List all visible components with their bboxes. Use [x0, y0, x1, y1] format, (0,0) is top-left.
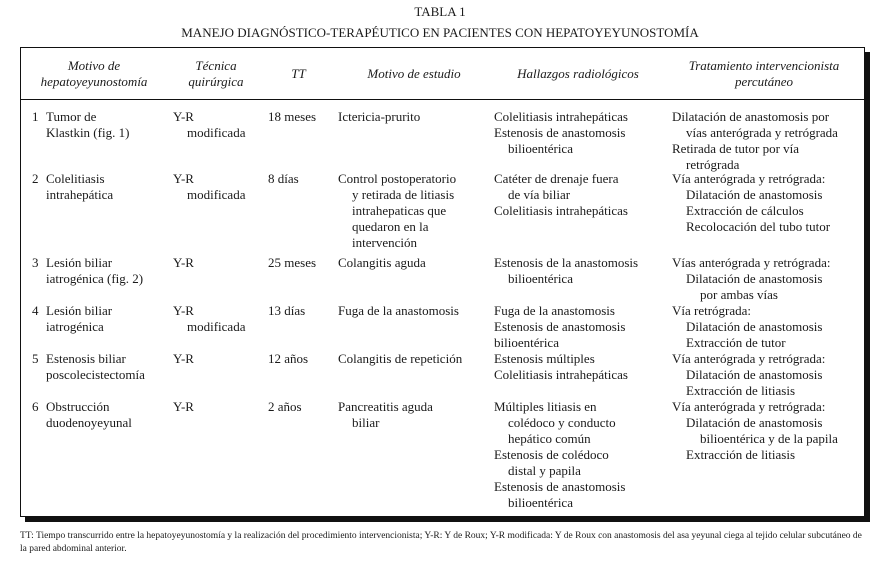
- cell-num: 1: [32, 109, 39, 124]
- cell-hallazgos: [494, 171, 628, 219]
- cell-line: Dilatación de anastomosis: [686, 319, 823, 334]
- cell-line: Obstrucción: [46, 399, 110, 414]
- cell-motivo: [46, 399, 132, 431]
- cell-line: biliar: [352, 415, 380, 430]
- cell-line: Ictericia-prurito: [338, 109, 421, 124]
- cell-tt: [268, 171, 299, 187]
- cell-line: duodenoyeyunal: [46, 415, 132, 430]
- cell-line: Estenosis biliar: [46, 351, 126, 366]
- cell-hallazgos: [494, 303, 625, 351]
- cell-line: Estenosis de anastomosis: [494, 125, 626, 140]
- cell-hallazgos: [494, 351, 628, 383]
- cell-line: 18 meses: [268, 109, 317, 124]
- cell-line: Y-R: [173, 399, 194, 414]
- cell-line: vías anterógrada y retrógrada: [686, 125, 838, 140]
- cell-line: Pancreatitis aguda: [338, 399, 433, 414]
- cell-line: Vía anterógrada y retrógrada:: [672, 171, 826, 186]
- cell-tt: [268, 303, 305, 319]
- cell-hallazgos: [494, 399, 625, 511]
- cell-line: 2 años: [268, 399, 302, 414]
- cell-tratamiento: [672, 399, 838, 463]
- cell-line: bilioentérica: [508, 141, 573, 156]
- cell-tratamiento: [672, 255, 830, 303]
- cell-line: Recolocación del tubo tutor: [686, 219, 831, 234]
- cell-line: Tumor de: [46, 109, 97, 124]
- cell-line: de vía biliar: [508, 187, 571, 202]
- header-motivo-estudio: Motivo de estudio: [367, 66, 461, 81]
- cell-line: hepático común: [508, 431, 591, 446]
- cell-line: Y-R: [173, 351, 194, 366]
- cell-tecnica: [173, 109, 245, 141]
- cell-hallazgos: [494, 255, 638, 287]
- cell-line: Estenosis de la anastomosis: [494, 255, 639, 270]
- cell-motivo: [46, 109, 129, 141]
- cell-line: Colelitiasis intrahepáticas: [494, 203, 628, 218]
- cell-line: modificada: [187, 125, 246, 140]
- cell-num: 2: [32, 171, 39, 186]
- cell-motivo: [46, 351, 145, 383]
- cell-line: 8 días: [268, 171, 299, 186]
- cell-line: Vía anterógrada y retrógrada:: [672, 351, 826, 366]
- cell-line: retrógrada: [686, 157, 740, 172]
- cell-line: Y-R: [173, 109, 194, 124]
- cell-line: 13 días: [268, 303, 306, 318]
- cell-tecnica: [173, 255, 194, 271]
- cell-line: Catéter de drenaje fuera: [494, 171, 619, 186]
- cell-estudio: [338, 171, 456, 251]
- cell-tt: [268, 351, 308, 367]
- header-tecnica: Técnica quirúrgica: [188, 58, 244, 89]
- cell-estudio: [338, 255, 426, 271]
- cell-line: bilioentérica y de la papila: [700, 431, 838, 446]
- cell-line: bilioentérica: [508, 495, 573, 510]
- table-title: MANEJO DIAGNÓSTICO-TERAPÉUTICO EN PACIENTES CON HEPATOYEYUNOSTOMÍA: [181, 25, 699, 40]
- cell-line: distal y papila: [508, 463, 581, 478]
- header-hallazgos: Hallazgos radiológicos: [517, 66, 639, 81]
- cell-line: modificada: [187, 187, 246, 202]
- cell-line: Estenosis de colédoco: [494, 447, 609, 462]
- cell-line: Vía anterógrada y retrógrada:: [672, 399, 826, 414]
- cell-hallazgos: [494, 109, 628, 157]
- cell-tratamiento: [672, 351, 825, 399]
- cell-line: Lesión biliar: [46, 255, 113, 270]
- cell-line: 12 años: [268, 351, 309, 366]
- cell-estudio: [338, 399, 433, 431]
- cell-line: Dilatación de anastomosis: [686, 271, 823, 286]
- cell-line: Fuga de la anastomosis: [494, 303, 615, 318]
- cell-num: 5: [32, 351, 39, 366]
- header-tt: TT: [291, 66, 306, 81]
- cell-tt: [268, 399, 302, 415]
- cell-line: Dilatación de anastomosis: [686, 367, 823, 382]
- cell-tt: [268, 255, 316, 271]
- cell-line: 25 meses: [268, 255, 317, 270]
- cell-line: Colelitiasis intrahepáticas: [494, 367, 628, 382]
- header-tratamiento: Tratamiento intervencionista percutáneo: [688, 58, 840, 89]
- cell-line: intrahepaticas que: [352, 203, 447, 218]
- cell-line: Y-R: [173, 303, 194, 318]
- cell-line: Dilatación de anastomosis: [686, 187, 823, 202]
- cell-line: Colelitiasis intrahepáticas: [494, 109, 628, 124]
- cell-tt: [268, 109, 316, 125]
- cell-line: Colelitiasis: [46, 171, 105, 186]
- cell-tratamiento: [672, 171, 830, 235]
- cell-line: quedaron en la: [352, 219, 429, 234]
- cell-line: iatrogénica: [46, 319, 104, 334]
- header-divider: [21, 99, 864, 100]
- cell-estudio: [338, 351, 462, 367]
- cell-tecnica: [173, 303, 245, 335]
- cell-line: Múltiples litiasis en: [494, 399, 597, 414]
- cell-line: poscolecistectomía: [46, 367, 145, 382]
- cell-line: por ambas vías: [700, 287, 778, 302]
- cell-line: Dilatación de anastomosis: [686, 415, 823, 430]
- cell-num: 4: [32, 303, 39, 318]
- cell-line: Colangitis aguda: [338, 255, 426, 270]
- cell-line: Colangitis de repetición: [338, 351, 463, 366]
- cell-line: Extracción de litiasis: [686, 447, 796, 462]
- cell-line: Vía retrógrada:: [672, 303, 752, 318]
- cell-line: intervención: [352, 235, 417, 250]
- cell-line: Control postoperatorio: [338, 171, 457, 186]
- footnote: TT: Tiempo transcurrido entre la hepatoyeyunostomía y la realización del procedimiento intervencionista; Y-R: Y de Roux; Y-R modificada: Y de Roux con anastomosis del asa yeyunal ciega al tejido celular subcutáneo de la pared abdominal anterior.: [20, 531, 862, 554]
- cell-line: Extracción de tutor: [686, 335, 786, 350]
- cell-tratamiento: [672, 303, 822, 351]
- cell-motivo: [46, 255, 143, 287]
- cell-line: bilioentérica: [494, 335, 559, 350]
- cell-line: Fuga de la anastomosis: [338, 303, 459, 318]
- header-motivo-hepato: Motivo de hepatoyeyunostomía: [40, 58, 148, 89]
- cell-line: modificada: [187, 319, 246, 334]
- cell-line: Estenosis de anastomosis: [494, 479, 626, 494]
- cell-estudio: [338, 303, 459, 319]
- cell-line: Retirada de tutor por vía: [672, 141, 800, 156]
- cell-line: intrahepática: [46, 187, 114, 202]
- cell-line: Extracción de cálculos: [686, 203, 804, 218]
- table-label: TABLA 1: [414, 4, 466, 19]
- cell-motivo: [46, 303, 112, 335]
- cell-line: y retirada de litiasis: [352, 187, 455, 202]
- cell-line: colédoco y conducto: [508, 415, 616, 430]
- cell-tecnica: [173, 351, 194, 367]
- cell-tratamiento: [672, 109, 838, 173]
- cell-line: Estenosis múltiples: [494, 351, 595, 366]
- cell-num: 3: [32, 255, 39, 270]
- cell-line: Vías anterógrada y retrógrada:: [672, 255, 831, 270]
- cell-num: 6: [32, 399, 39, 414]
- cell-line: bilioentérica: [508, 271, 573, 286]
- cell-line: Klastkin (fig. 1): [46, 125, 130, 140]
- cell-estudio: [338, 109, 420, 125]
- cell-tecnica: [173, 399, 194, 415]
- cell-line: Y-R: [173, 255, 194, 270]
- cell-line: Y-R: [173, 171, 194, 186]
- cell-line: iatrogénica (fig. 2): [46, 271, 144, 286]
- cell-tecnica: [173, 171, 245, 203]
- data-table: [20, 47, 865, 517]
- cell-motivo: [46, 171, 113, 203]
- cell-line: Extracción de litiasis: [686, 383, 796, 398]
- cell-line: Dilatación de anastomosis por: [672, 109, 830, 124]
- cell-line: Lesión biliar: [46, 303, 113, 318]
- cell-line: Estenosis de anastomosis: [494, 319, 626, 334]
